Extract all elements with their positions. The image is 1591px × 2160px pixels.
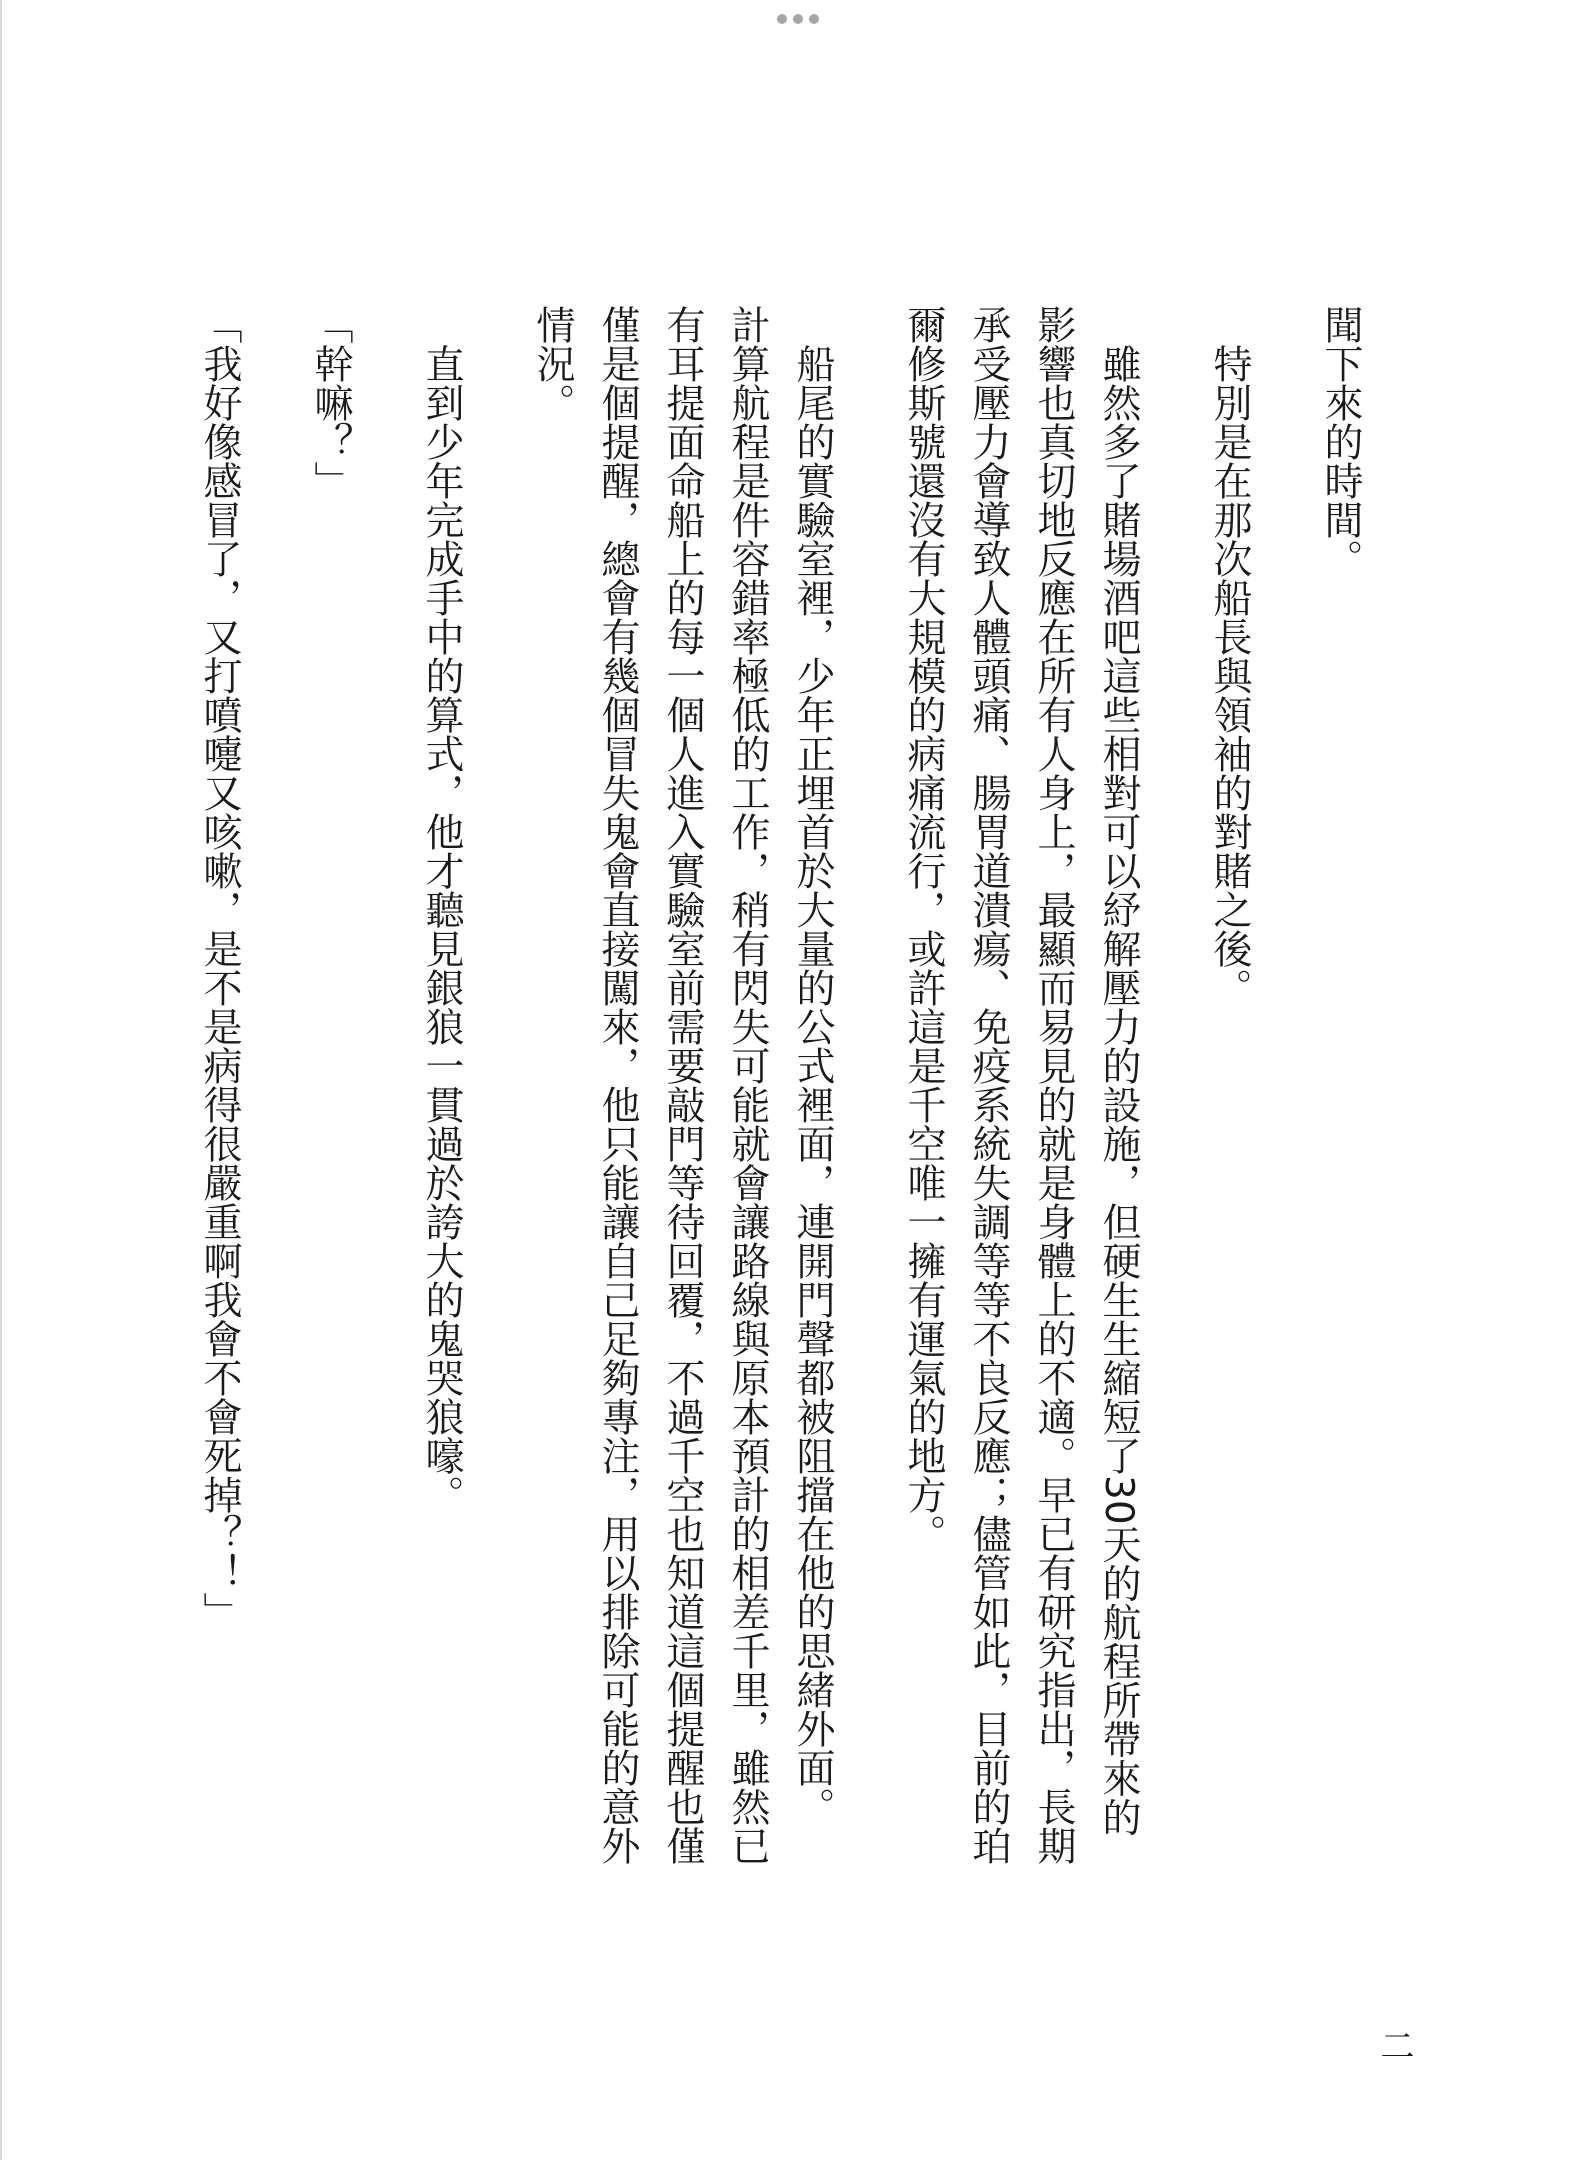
text-line-9: 有耳提面命船上的每一個人進入實驗室前需要敲門等待回覆，不過千空也知道這個提醒也僅	[660, 305, 705, 1865]
text-line-2: 特別是在那次船長與領袖的對賭之後。	[1207, 305, 1252, 1007]
vertical-text-body	[187, 305, 1373, 1995]
more-options-handle-icon[interactable]	[774, 12, 822, 26]
text-line-10: 僅是個提醒，總會有幾個冒失鬼會直接闖來，他只能讓自己足夠專注，用以排除可能的意外	[595, 305, 640, 1865]
text-line-4: 影響也真切地反應在所有人身上，最顯而易見的就是身體上的不適。早已有研究指出，長期	[1031, 305, 1076, 1865]
paragraph-gap	[363, 305, 409, 1995]
text-line-13: 「幹嘛？」	[308, 305, 353, 500]
page-number: 二	[1374, 2028, 1414, 2062]
paragraph-gap	[252, 305, 298, 1995]
dot-icon	[809, 14, 819, 24]
text-line-3: 雖然多了賭場酒吧這些相對可以紓解壓力的設施，但硬生生縮短了30天的航程所帶來的	[1096, 305, 1141, 1837]
text-line-14: 「我好像感冒了，又打噴嚏又咳嗽，是不是病得很嚴重啊我會不會死掉？！」	[197, 305, 242, 1631]
text-line-5: 承受壓力會導致人體頭痛、腸胃道潰瘍、免疫系統失調等等不良反應；儘管如此，目前的珀	[966, 305, 1011, 1865]
text-line-8: 計算航程是件容錯率極低的工作，稍有閃失可能就會讓路線與原本預計的相差千里，雖然已	[725, 305, 770, 1865]
paragraph-gap	[1151, 305, 1197, 1995]
paragraph-gap	[1262, 305, 1308, 1995]
text-line-11: 情況。	[530, 305, 575, 422]
text-line-1: 聞下來的時間。	[1318, 305, 1363, 578]
dot-icon	[793, 14, 803, 24]
dot-icon	[777, 14, 787, 24]
text-line-7: 船尾的實驗室裡，少年正埋首於大量的公式裡面，連開門聲都被阻擋在他的思緒外面。	[790, 305, 835, 1826]
paragraph-gap	[474, 305, 520, 1995]
paragraph-gap	[845, 305, 891, 1995]
text-line-6: 爾修斯號還沒有大規模的病痛流行，或許這是千空唯一擁有運氣的地方。	[901, 305, 946, 1553]
text-line-12: 直到少年完成手中的算式，他才聽見銀狼一貫過於誇大的鬼哭狼嚎。	[419, 305, 464, 1514]
